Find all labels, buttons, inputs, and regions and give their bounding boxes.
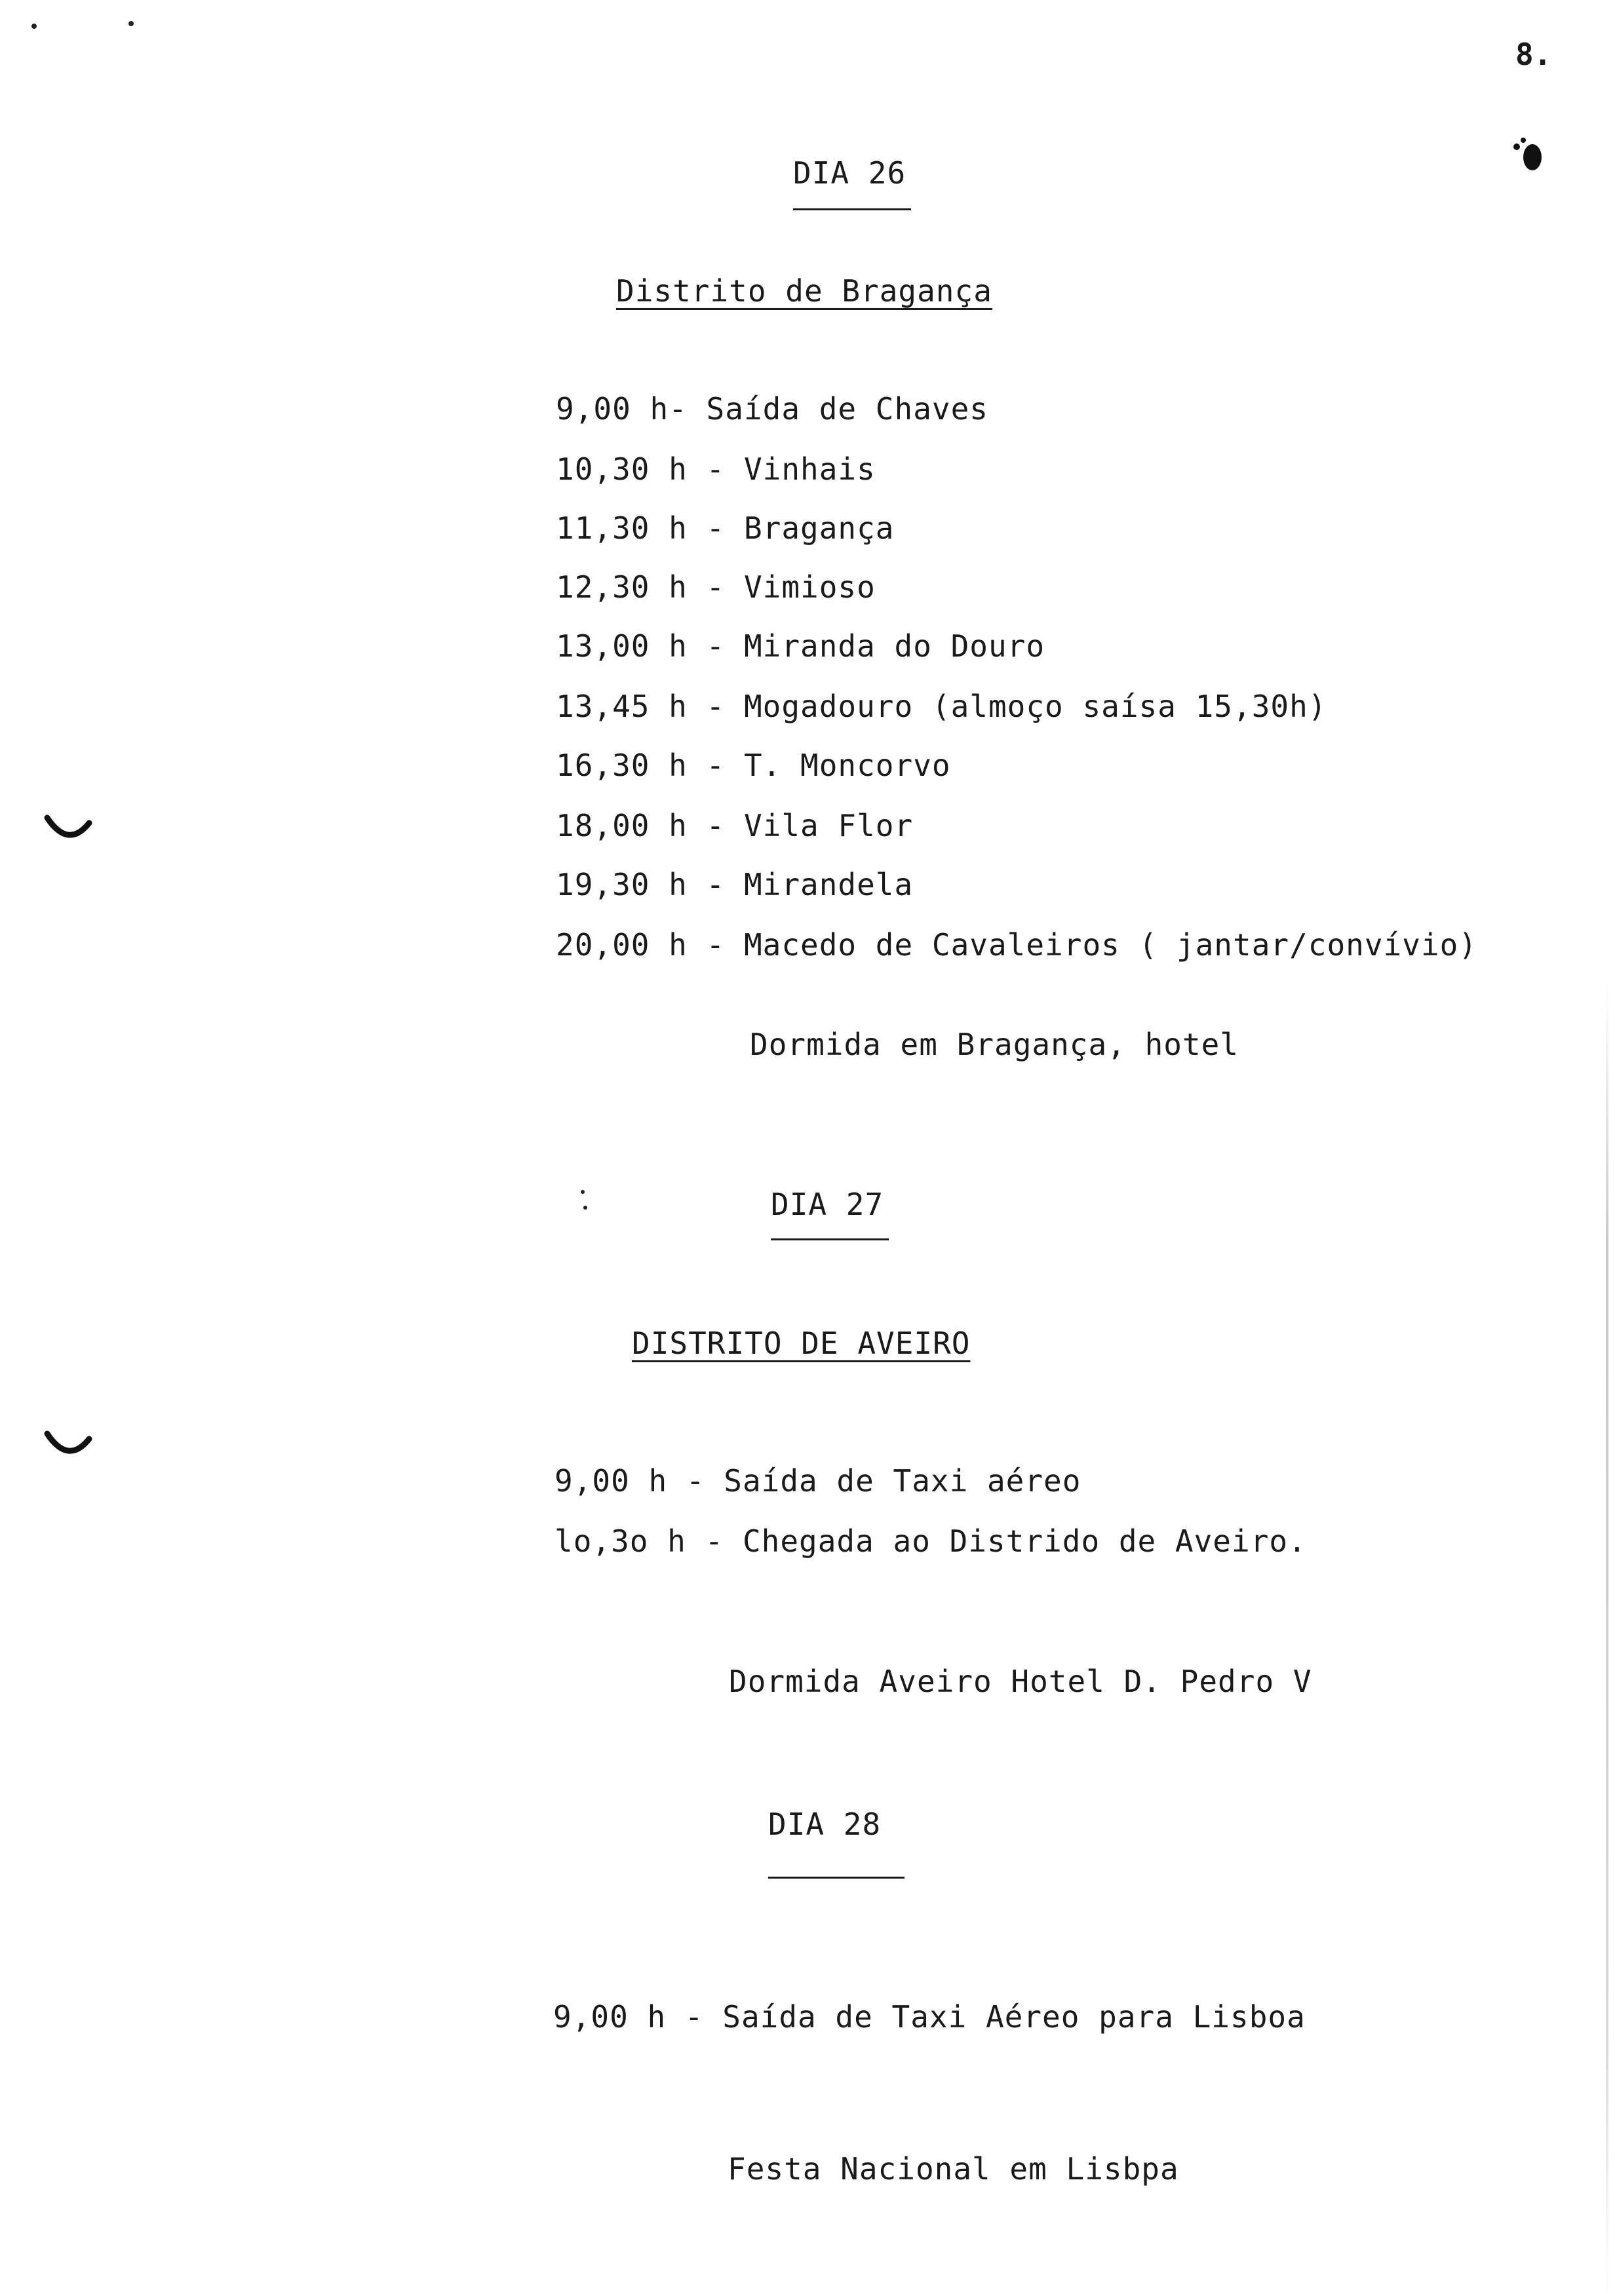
- heading-rule: [771, 1238, 889, 1240]
- schedule-line: 11,30 h - Bragança: [556, 510, 895, 546]
- heading-rule: [768, 1877, 905, 1879]
- schedule-line: 13,45 h - Mogadouro (almoço saísa 15,30h): [556, 689, 1327, 724]
- scan-speck: [31, 24, 37, 29]
- schedule-line: 9,00 h- Saída de Chaves: [556, 391, 988, 427]
- heading-rule: [793, 208, 911, 210]
- day-heading: DIA 28: [768, 1807, 882, 1842]
- schedule-line: 10,30 h - Vinhais: [556, 451, 876, 487]
- scan-speck: [581, 1190, 585, 1194]
- schedule-line: 12,30 h - Vimioso: [556, 569, 876, 605]
- punch-hole-mark: [42, 1428, 94, 1461]
- lodging-note: Dormida Aveiro Hotel D. Pedro V: [729, 1664, 1312, 1699]
- schedule-line: lo,3o h - Chegada ao Distrido de Aveiro.: [555, 1523, 1307, 1559]
- lodging-note: Dormida em Bragança, hotel: [750, 1027, 1239, 1062]
- page-edge-shadow: [1606, 983, 1608, 2293]
- schedule-line: 19,30 h - Mirandela: [556, 867, 914, 902]
- scan-speck: [128, 21, 134, 26]
- page-number: 8.: [1515, 37, 1552, 72]
- day-heading: DIA 26: [793, 155, 906, 191]
- event-note: Festa Nacional em Lisbpa: [728, 2151, 1179, 2187]
- schedule-line: 16,30 h - T. Moncorvo: [556, 748, 951, 783]
- scan-speck: [583, 1206, 587, 1210]
- schedule-line: 13,00 h - Miranda do Douro: [556, 628, 1045, 664]
- schedule-line: 9,00 h - Saída de Taxi Aéreo para Lisboa: [553, 1999, 1306, 2035]
- punch-hole-mark: [42, 813, 94, 845]
- district-heading: DISTRITO DE AVEIRO: [632, 1326, 971, 1361]
- district-heading: Distrito de Bragança: [616, 273, 992, 309]
- day-heading: DIA 27: [771, 1187, 884, 1222]
- ink-blot: [1508, 131, 1547, 177]
- schedule-line: 20,00 h - Macedo de Cavaleiros ( jantar/convívio): [556, 927, 1478, 963]
- schedule-line: 18,00 h - Vila Flor: [556, 808, 914, 843]
- schedule-line: 9,00 h - Saída de Taxi aéreo: [555, 1463, 1081, 1499]
